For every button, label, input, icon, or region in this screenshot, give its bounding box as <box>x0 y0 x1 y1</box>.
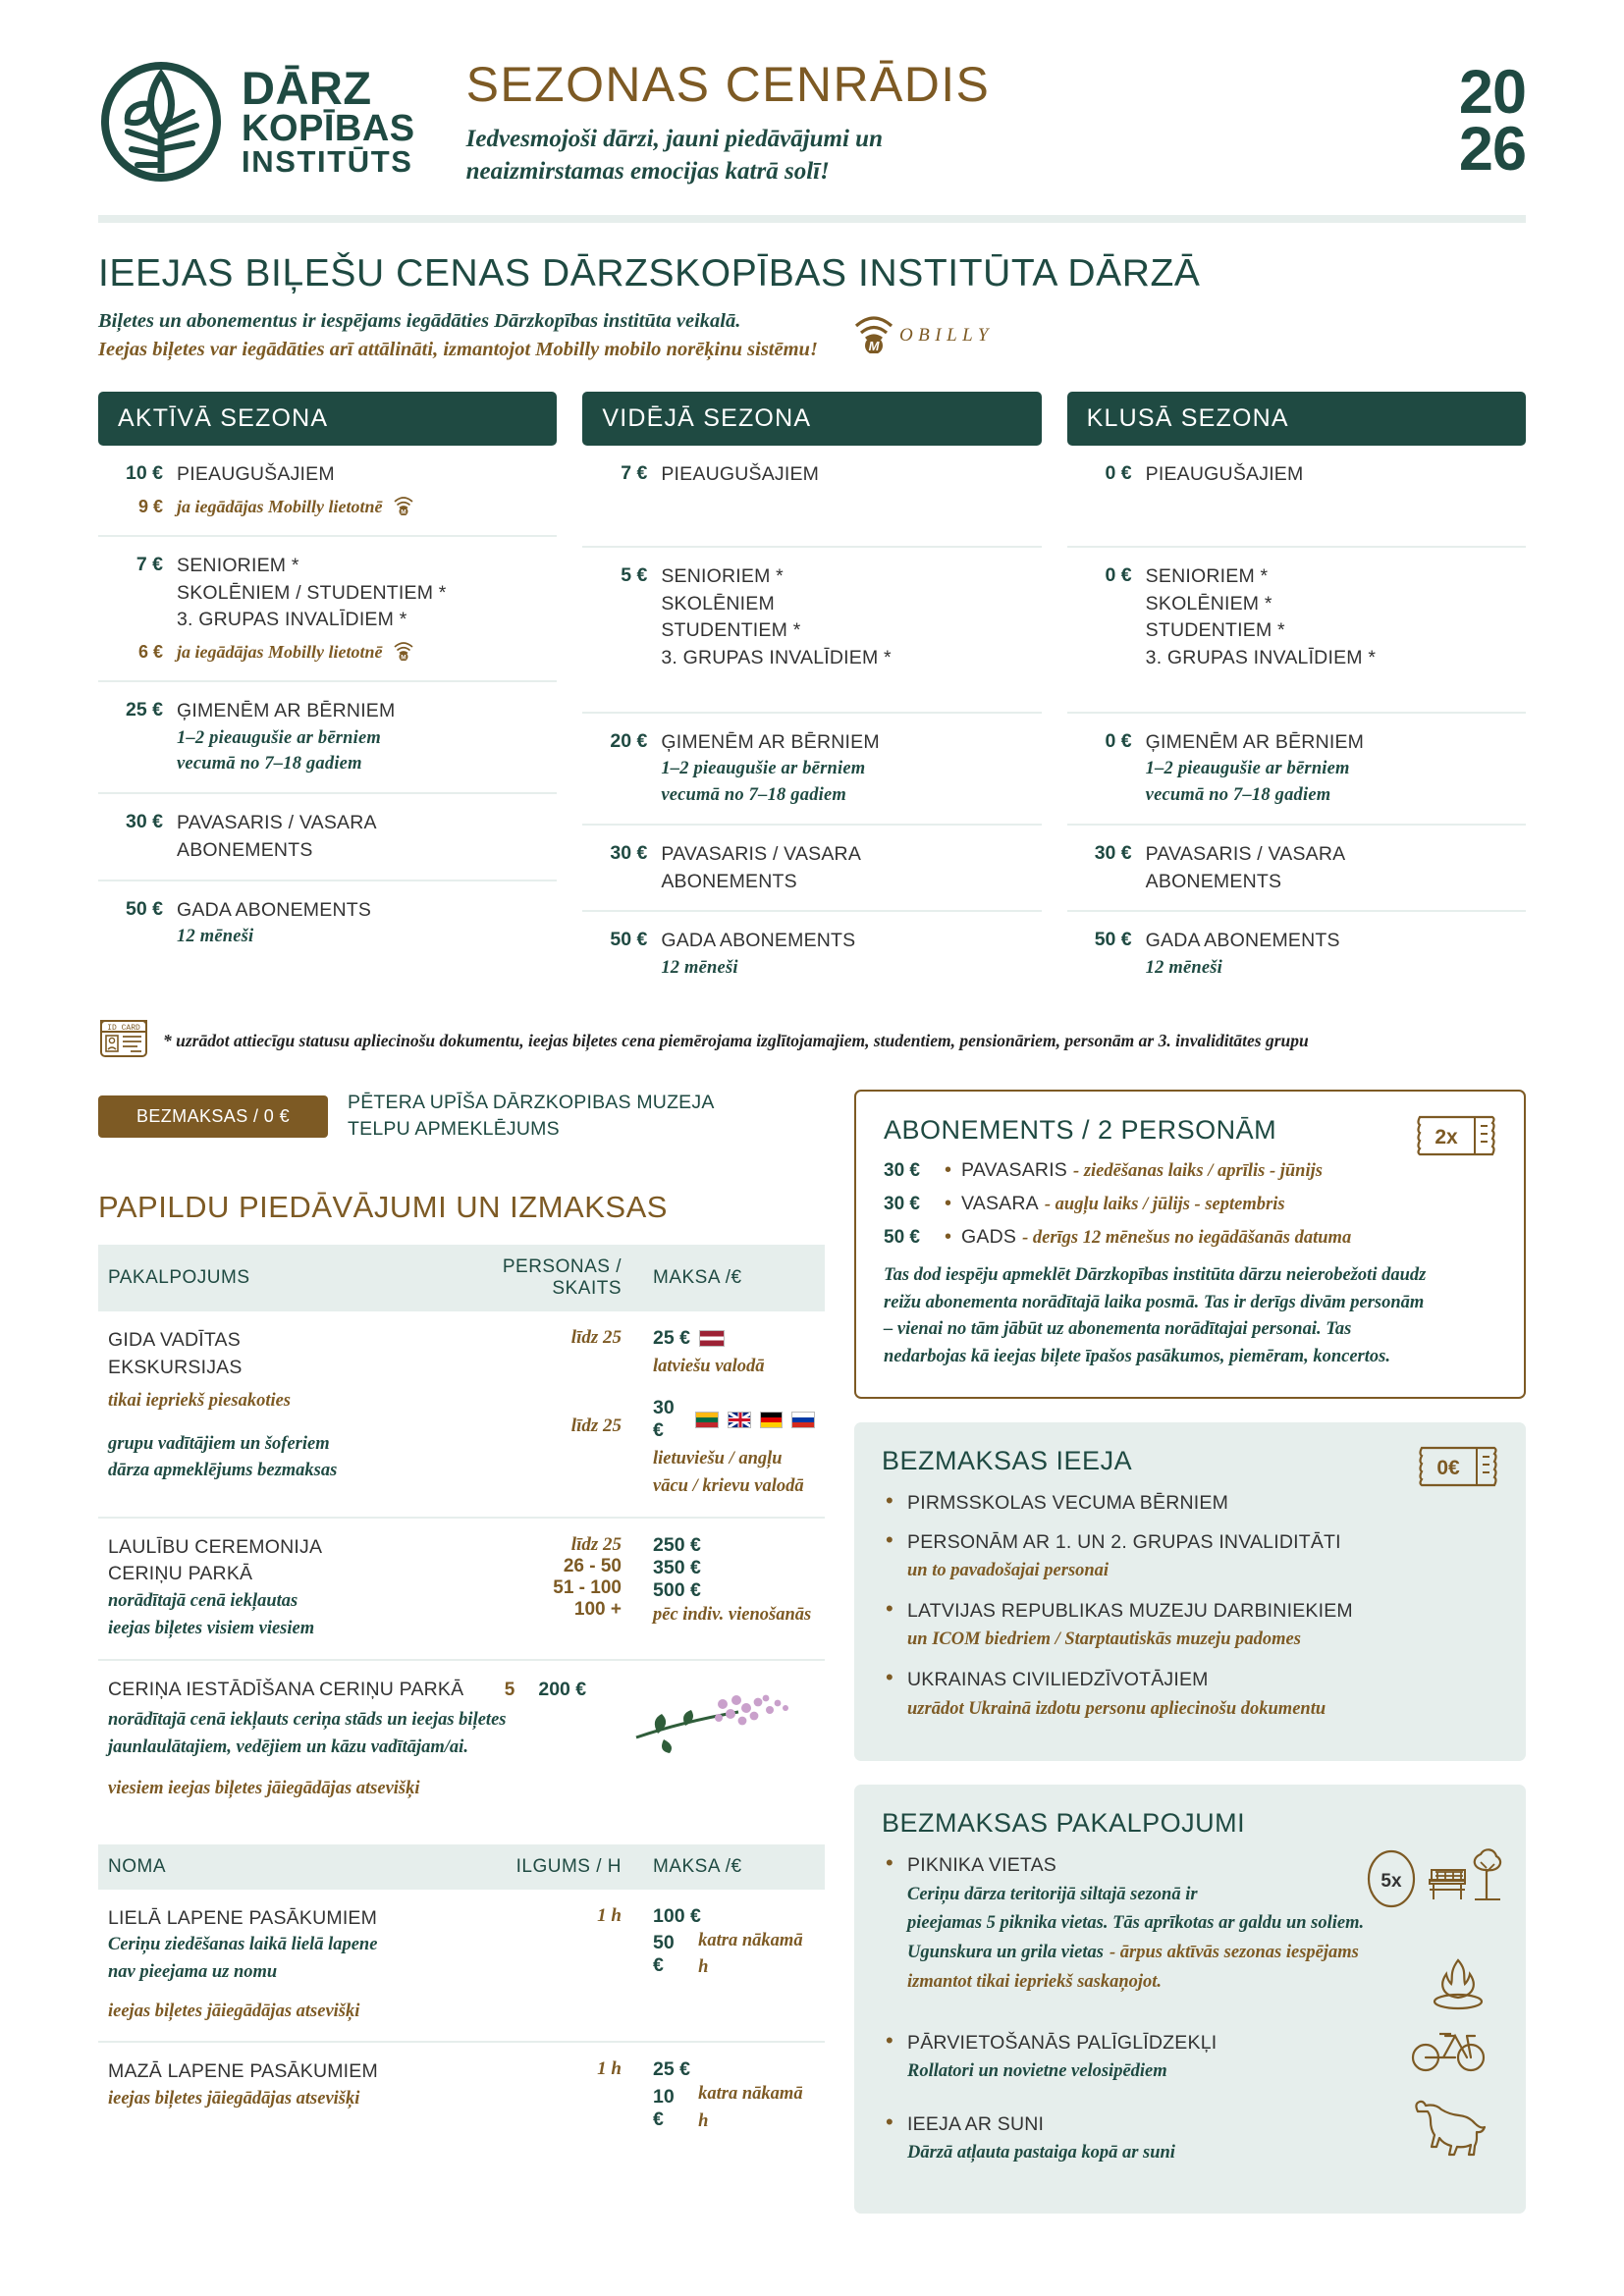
item-label: • LATVIJAS REPUBLIKAS MUZEJU DARBINIEKIEM <box>907 1600 1353 1623</box>
price-value: 10 € <box>653 2086 675 2131</box>
rental-note: nav pieejama uz nomu <box>108 1961 278 1982</box>
free-visit-line-1: PĒTERA UPĪŠA DĀRZKOPIBAS MUZEJA <box>348 1091 715 1113</box>
season-header-quiet: KLUSĀ SEZONA <box>1067 392 1526 446</box>
mobilly-discount-line <box>102 494 553 520</box>
label-line: ĢIMENĒM AR BĒRNIEM <box>661 730 880 753</box>
lilac-branch-icon <box>628 1677 815 1803</box>
price-label <box>163 553 447 634</box>
price-row <box>582 826 1041 912</box>
price-row <box>582 446 1041 548</box>
bicycle-icon <box>1410 2020 1487 2080</box>
list-item <box>882 2111 1498 2167</box>
free-visit-line-2: TELPU APMEKLĒJUMS <box>348 1118 560 1141</box>
table-row <box>98 2042 825 2156</box>
label-line: SKOLĒNIEM * <box>1145 592 1272 614</box>
service-name-cell <box>98 1518 461 1660</box>
russia-flag-icon <box>791 1412 815 1428</box>
price-value: 25 € <box>653 1327 690 1350</box>
price-label <box>647 563 892 672</box>
list-item <box>882 1667 1498 1723</box>
column-header-price: MAKSA /€ <box>643 1844 825 1890</box>
price-value: 0 € <box>1105 563 1132 586</box>
price-note: katra nākamā h <box>698 2084 803 2132</box>
service-persons-cell <box>461 1311 643 1517</box>
price-label <box>1132 729 1364 809</box>
price-value: 50 € <box>126 897 163 920</box>
label-line: 3. GRUPAS INVALĪDIEM * <box>661 646 892 668</box>
status-footnote <box>0 996 1624 1064</box>
rental-table <box>98 1844 825 2156</box>
mobilly-wordmark: OBILLY <box>898 325 994 347</box>
persons-value: 100 + <box>573 1598 622 1620</box>
item-label: • PERSONĀM AR 1. UN 2. GRUPAS INVALIDITĀTI <box>907 1531 1341 1554</box>
price-label <box>1132 841 1346 895</box>
item-note: Rollatori un novietne velosipēdiem <box>907 2060 1167 2081</box>
right-column <box>854 1090 1526 2237</box>
label-note: 12 mēneši <box>1145 958 1223 979</box>
svg-text:M: M <box>400 654 406 661</box>
service-note: dārza apmeklējums bezmaksas <box>108 1461 338 1481</box>
note-line: nedarbojas kā ieejas biļete īpašos pasākumos, piemēram, koncertos. <box>884 1347 1390 1367</box>
label-line: PAVASARIS / VASARA <box>661 842 862 865</box>
free-entry-panel <box>854 1422 1526 1761</box>
service-note: ieejas biļetes visiem viesiem <box>108 1618 315 1638</box>
service-note: jaunlaulātajiem, vedējiem un kāzu vadītājam/ai. <box>108 1737 468 1757</box>
column-header-price: MAKSA /€ <box>643 1245 825 1311</box>
item-note: un to pavadošajai personai <box>907 1561 1110 1581</box>
extras-title: PAPILDU PIEDĀVĀJUMI UN IZMAKSAS <box>98 1190 668 1225</box>
label-line: SENIORIEM * <box>177 554 299 576</box>
price-value: 20 € <box>610 729 648 752</box>
service-name-line: CERIŅA IESTĀDĪŠANA CERIŅU PARKĀ <box>108 1678 464 1700</box>
persons-value: 5 <box>504 1679 515 1700</box>
subscription-row <box>884 1159 1496 1182</box>
price-value: 50 € <box>610 929 648 951</box>
svg-text:ID CARD: ID CARD <box>107 1023 140 1033</box>
services-table <box>98 1245 825 1818</box>
price-note: latviešu valodā <box>653 1357 765 1377</box>
page-header <box>0 0 1624 201</box>
intro-line-2: Ieejas biļetes var iegādāties arī attālināti, izmantojot Mobilly mobilo norēķinu sistēmu! <box>98 339 818 361</box>
price-label: PIEAUGUŠAJIEM <box>1145 463 1304 486</box>
label-line: PAVASARIS / VASARA <box>177 812 377 834</box>
season-column-quiet <box>1067 392 1526 996</box>
service-persons-cell <box>461 1518 643 1660</box>
table-header-row <box>98 1844 825 1890</box>
price-label <box>1132 563 1377 672</box>
price-value: 100 € <box>653 1904 701 1927</box>
label-line: 3. GRUPAS INVALĪDIEM * <box>1145 646 1377 668</box>
status-badge: BEZMAKSAS / 0 € <box>98 1095 328 1138</box>
persons-value: 26 - 50 <box>563 1555 622 1576</box>
free-services-list <box>882 1852 1498 2166</box>
label-line: ĢIMENĒM AR BĒRNIEM <box>177 699 396 721</box>
year-top: 20 <box>1458 57 1526 127</box>
price-value: 25 € <box>653 2058 690 2081</box>
free-entry-list <box>882 1490 1498 1723</box>
leaf-circle-icon <box>98 59 224 185</box>
rental-name-line: MAZĀ LAPENE PASĀKUMIEM <box>108 2060 378 2083</box>
dog-icon <box>1404 2096 1487 2162</box>
rental-note: ieejas biļetes jāiegādājas atsevišķi <box>108 2001 360 2021</box>
subscription-price: 30 € <box>884 1159 920 1181</box>
note-line: – vienai no tām jābūt uz abonementa norādītajai personai. Tas <box>884 1319 1352 1340</box>
svg-text:M: M <box>868 339 880 354</box>
label-line: GADA ABONEMENTS <box>661 930 856 952</box>
price-value: 30 € <box>610 841 648 864</box>
label-line: STUDENTIEM * <box>661 619 801 642</box>
campfire-icon <box>1428 1956 1489 2016</box>
label-line: ABONEMENTS <box>1145 870 1282 892</box>
item-label: • IEEJA AR SUNI <box>907 2112 1045 2135</box>
season-column-active <box>98 392 557 996</box>
table-row <box>98 1890 825 2043</box>
duration-value: 1 h <box>597 2058 622 2080</box>
service-note: tikai iepriekš piesakoties <box>108 1390 292 1411</box>
price-label <box>163 897 371 951</box>
label-note: vecumā no 7–18 gadiem <box>177 754 362 774</box>
list-item <box>882 1490 1498 1517</box>
mobilly-price: 9 € <box>137 497 163 517</box>
label-line: SKOLĒNIEM <box>661 592 775 614</box>
mobilly-text: ja iegādājas Mobilly lietotnē <box>177 496 383 516</box>
price-row <box>98 682 557 794</box>
price-row <box>1067 446 1526 548</box>
persons-value: līdz 25 <box>570 1533 622 1555</box>
bullet-dot: • <box>945 1192 952 1214</box>
free-services-panel <box>854 1785 1526 2213</box>
table-row <box>98 1660 825 1819</box>
page-title: SEZONAS CENRĀDIS <box>465 56 991 112</box>
tickets-intro <box>0 295 1624 364</box>
service-note: norādītajā cenā iekļautas <box>108 1591 298 1612</box>
table-row <box>98 1311 825 1517</box>
header-title-block <box>466 56 1459 187</box>
subscriptions-note <box>884 1262 1496 1371</box>
item-label: • PIKNIKA VIETAS <box>907 1854 1056 1877</box>
brand-line-2: KOPĪBAS <box>242 107 415 149</box>
service-name-line: LAULĪBU CEREMONIJA <box>108 1535 323 1558</box>
picnic-count-badge <box>1365 1848 1418 1914</box>
latvia-flag-icon <box>699 1330 725 1347</box>
price-label: PIEAUGUŠAJIEM <box>661 463 820 486</box>
price-value: 500 € <box>653 1578 701 1601</box>
price-label: PIEAUGUŠAJIEM <box>177 463 335 486</box>
svg-text:0€: 0€ <box>1436 1456 1460 1479</box>
subtitle-line-2: neaizmirstamas emocijas katrā solī! <box>465 157 830 185</box>
item-label: • PIRMSSKOLAS VECUMA BĒRNIEM <box>907 1491 1229 1514</box>
ticket-2x-icon <box>1414 1113 1498 1163</box>
subtitle-line-1: Iedvesmojoši dārzi, jauni piedāvājumi un <box>465 125 883 152</box>
label-line: PAVASARIS / VASARA <box>1145 842 1346 865</box>
free-museum-visit <box>98 1090 825 1144</box>
mobilly-wifi-m-icon <box>392 494 415 520</box>
free-entry-title: BEZMAKSAS IEEJA <box>882 1445 1133 1475</box>
price-note: lietuviešu / angļu <box>653 1449 783 1469</box>
season-header-mid: VIDĒJĀ SEZONA <box>582 392 1041 446</box>
svg-text:2x: 2x <box>1435 1125 1458 1148</box>
persons-value: līdz 25 <box>570 1415 622 1437</box>
item-note: un ICOM biedriem / Starptautiskās muzeju padomes <box>907 1629 1301 1650</box>
label-note: vecumā no 7–18 gadiem <box>1145 785 1331 806</box>
price-value: 30 € <box>653 1397 675 1442</box>
subscription-price: 50 € <box>884 1226 920 1248</box>
item-note: Dārzā atļauta pastaiga kopā ar suni <box>907 2142 1175 2163</box>
price-label <box>163 810 377 864</box>
header-divider <box>98 215 1526 223</box>
germany-flag-icon <box>760 1412 784 1428</box>
price-value: 0 € <box>1105 462 1132 485</box>
table-header-row <box>98 1245 825 1311</box>
list-item <box>882 1529 1498 1585</box>
price-row <box>1067 826 1526 912</box>
price-value: 30 € <box>1094 841 1132 864</box>
season-header-active: AKTĪVĀ SEZONA <box>98 392 557 446</box>
duration-value: 1 h <box>597 1904 622 1926</box>
price-label <box>647 928 855 982</box>
left-column <box>98 1090 825 2237</box>
price-row <box>1067 912 1526 996</box>
tickets-section-title: IEEJAS BIĻEŠU CENAS DĀRZSKOPĪBAS INSTITŪTA DĀRZĀ <box>98 252 1201 294</box>
label-line: GADA ABONEMENTS <box>177 898 372 921</box>
table-row <box>98 1518 825 1660</box>
mobilly-wifi-m-icon <box>851 310 896 362</box>
svg-text:5x: 5x <box>1380 1871 1402 1893</box>
free-visit-label <box>348 1090 715 1144</box>
bench-tree-icon <box>1426 1848 1502 1914</box>
persons-value: 51 - 100 <box>553 1576 622 1598</box>
service-lilac-cell <box>98 1660 825 1819</box>
rental-note: ieejas biļetes jāiegādājas atsevišķi <box>108 2089 360 2109</box>
service-price-cell <box>643 1311 825 1517</box>
service-name-line: GIDA VADĪTAS <box>108 1329 241 1352</box>
id-card-icon <box>98 1018 149 1064</box>
footnote-text: * uzrādot attiecīgu statusu apliecinošu dokumentu, ieejas biļetes cena piemērojama izglītojamajiem, studentiem, pensionāriem, personām ar 3. invaliditātes grupu <box>163 1030 1309 1050</box>
label-line: ABONEMENTS <box>177 838 313 861</box>
price-value: 0 € <box>1105 729 1132 752</box>
price-label <box>1132 928 1340 982</box>
note-line: Tas dod iespēju apmeklēt Dārzkopības institūta dārzu neierobežoti daudz <box>884 1264 1427 1285</box>
rental-note: Ceriņu ziedēšanas laikā lielā lapene <box>108 1935 378 1955</box>
column-header-rental: NOMA <box>98 1844 461 1890</box>
label-note: vecumā no 7–18 gadiem <box>661 785 846 806</box>
price-value: 7 € <box>621 462 648 485</box>
price-value: 350 € <box>653 1556 701 1578</box>
rental-name-cell <box>98 1890 461 2043</box>
price-value: 25 € <box>126 698 163 721</box>
price-value: 10 € <box>126 462 163 485</box>
subscription-label: PAVASARIS <box>961 1158 1068 1181</box>
rental-duration-cell <box>461 1890 643 2043</box>
list-item <box>882 2030 1498 2086</box>
mobilly-text: ja iegādājas Mobilly lietotnē <box>177 641 383 662</box>
column-header-persons: PERSONAS / SKAITS <box>461 1245 643 1311</box>
price-note: pēc indiv. vienošanās <box>653 1604 812 1625</box>
persons-value: līdz 25 <box>570 1327 622 1349</box>
rental-price-cell <box>643 1890 825 2043</box>
label-line: ĢIMENĒM AR BĒRNIEM <box>1145 730 1365 753</box>
price-row <box>1067 548 1526 714</box>
rental-duration-cell <box>461 2042 643 2156</box>
subscription-price: 30 € <box>884 1193 920 1214</box>
brand-line-1: DĀRZ <box>242 62 372 115</box>
price-row <box>98 794 557 881</box>
service-name-line: CERIŅU PARKĀ <box>108 1563 253 1585</box>
price-value: 5 € <box>621 563 648 586</box>
price-label <box>647 729 879 809</box>
item-note: Ceriņu dārza teritorijā siltajā sezonā ir <box>907 1884 1198 1904</box>
price-value: 200 € <box>538 1678 587 1700</box>
service-note: viesiem ieejas biļetes jāiegādājas atsevišķi <box>108 1778 420 1798</box>
season-columns <box>0 364 1624 996</box>
item-note: uzrādot Ukrainā izdotu personu apliecinošu dokumentu <box>907 1698 1326 1719</box>
item-note: pieejamas 5 piknika vietas. Tās aprīkotas ar galdu un soliem. <box>907 1913 1365 1934</box>
rental-name-cell <box>98 2042 461 2156</box>
label-line: SKOLĒNIEM / STUDENTIEM * <box>177 581 447 604</box>
year-block <box>1458 57 1526 184</box>
price-row <box>582 548 1041 714</box>
mobilly-price: 6 € <box>137 642 163 663</box>
price-value: 50 € <box>1094 929 1132 951</box>
price-row <box>98 881 557 966</box>
list-item <box>882 1852 1498 1996</box>
subscription-row <box>884 1226 1496 1249</box>
subscription-desc: - derīgs 12 mēnešus no iegādāšanās datuma <box>1022 1227 1352 1248</box>
lower-content <box>0 1064 1624 2237</box>
mobilly-logo <box>851 310 994 362</box>
price-value: 250 € <box>653 1533 701 1556</box>
subscription-desc: - augļu laiks / jūlijs - septembris <box>1044 1194 1285 1214</box>
label-note: 1–2 pieaugušie ar bērniem <box>177 727 381 748</box>
bullet-dot: • <box>945 1158 952 1181</box>
label-note: 12 mēneši <box>661 958 738 979</box>
item-label: • UKRAINAS CIVILIEDZĪVOTĀJIEM <box>907 1669 1209 1691</box>
subscription-desc: - ziedēšanas laiks / aprīlis - jūnijs <box>1073 1160 1323 1181</box>
list-item <box>882 1598 1498 1654</box>
label-line: 3. GRUPAS INVALĪDIEM * <box>177 609 407 631</box>
subscriptions-title: ABONEMENTS / 2 PERSONĀM <box>884 1114 1277 1145</box>
label-note: 1–2 pieaugušie ar bērniem <box>661 759 866 779</box>
service-name-line: EKSKURSIJAS <box>108 1357 243 1379</box>
ticket-0eur-icon <box>1416 1444 1500 1494</box>
service-note: norādītajā cenā iekļauts ceriņa stāds un ieejas biļetes <box>108 1710 507 1731</box>
mobilly-wifi-m-icon <box>392 639 415 666</box>
price-note: vācu / krievu valodā <box>653 1475 804 1496</box>
price-row <box>1067 714 1526 826</box>
service-name-cell <box>98 1311 461 1517</box>
uk-flag-icon <box>728 1412 751 1428</box>
label-note: 1–2 pieaugušie ar bērniem <box>1145 759 1350 779</box>
year-bottom: 26 <box>1458 114 1526 184</box>
price-row <box>582 714 1041 826</box>
column-header-duration: ILGUMS / H <box>461 1844 643 1890</box>
subscription-label: GADS <box>961 1225 1017 1248</box>
brand-wordmark <box>242 62 415 179</box>
subscriptions-panel <box>854 1090 1526 1399</box>
item-note: Ugunskura un grila vietas <box>907 1943 1104 1963</box>
label-line: SENIORIEM * <box>1145 564 1269 587</box>
price-value: 50 € <box>653 1932 675 1977</box>
intro-line-1: Biļetes un abonementus ir iespējams iegādāties Dārzkopības institūta veikalā. <box>98 310 741 332</box>
label-line: GADA ABONEMENTS <box>1145 930 1340 952</box>
rental-price-cell <box>643 2042 825 2156</box>
season-column-mid <box>582 392 1041 996</box>
price-label <box>647 841 861 895</box>
item-note: - ārpus aktīvās sezonas iespējams <box>1109 1943 1359 1963</box>
bullet-dot: • <box>945 1225 952 1248</box>
price-value: 7 € <box>135 553 163 575</box>
service-price-cell <box>643 1518 825 1660</box>
note-line: reižu abonementa norādītajā laika posmā. Tas ir derīgs divām personām <box>884 1292 1425 1312</box>
rental-name-line: LIELĀ LAPENE PASĀKUMIEM <box>108 1906 378 1929</box>
item-note: izmantot tikai iepriekš saskaņojot. <box>907 1971 1163 1992</box>
price-label <box>163 698 395 777</box>
label-line: STUDENTIEM * <box>1145 619 1285 642</box>
label-line: SENIORIEM * <box>661 564 784 587</box>
price-row <box>98 537 557 682</box>
subscription-label: VASARA <box>961 1192 1039 1214</box>
page-subtitle <box>466 123 1459 187</box>
mobilly-discount-line <box>102 639 553 666</box>
label-note: 12 mēneši <box>177 927 254 947</box>
brand-line-3: INSTITŪTS <box>242 143 413 179</box>
price-value: 30 € <box>126 811 163 833</box>
subscription-row <box>884 1193 1496 1215</box>
column-header-service: PAKALPOJUMS <box>98 1245 461 1311</box>
service-note: grupu vadītājiem un šoferiem <box>108 1433 330 1454</box>
price-row <box>98 446 557 537</box>
price-row <box>582 912 1041 996</box>
svg-text:M: M <box>400 508 406 515</box>
free-services-title: BEZMAKSAS PAKALPOJUMI <box>882 1808 1246 1839</box>
lithuania-flag-icon <box>695 1412 719 1428</box>
item-label: • PĀRVIETOŠANĀS PALĪGLĪDZEKĻI <box>907 2031 1218 2054</box>
price-note: katra nākamā h <box>698 1930 803 1978</box>
label-line: ABONEMENTS <box>661 870 797 892</box>
